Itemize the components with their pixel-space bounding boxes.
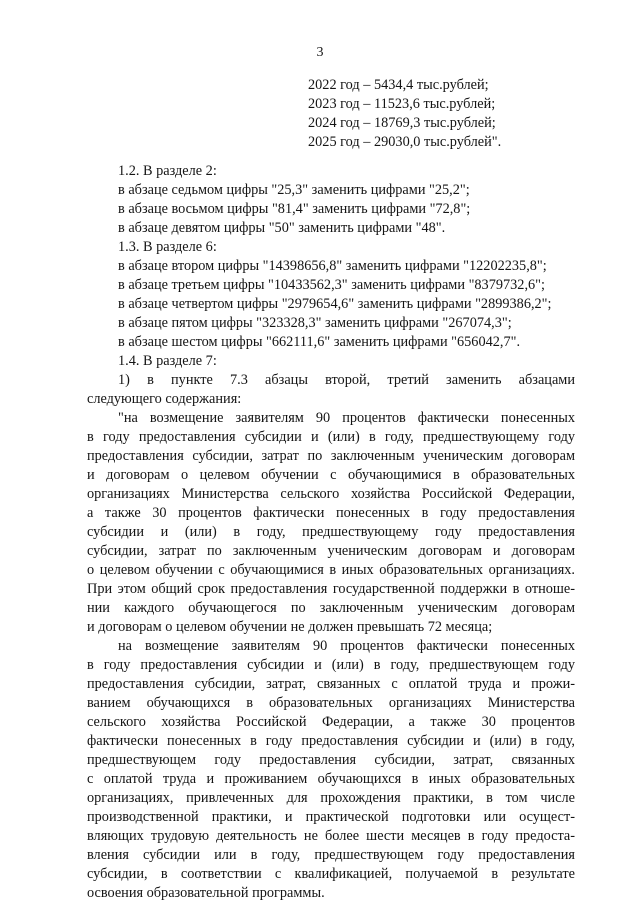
item-1 (87, 371, 575, 409)
text-line: фактически понесенных в году предоставления субсидии и (или) в году, (87, 733, 575, 749)
text-line: вляющих трудовую деятельность не более шести месяцев в году предоста- (87, 828, 575, 844)
amendment-line: в абзаце четвертом цифры "2979654,6" заменить цифрами "2899386,2"; (118, 296, 552, 312)
amendment-line: в абзаце седьмом цифры "25,3" заменить цифрами "25,2"; (118, 182, 470, 198)
quoted-paragraph-a (87, 409, 575, 637)
section-heading: 1.2. В разделе 2: (118, 163, 217, 179)
amendment-line: в абзаце третьем цифры "10433562,3" заменить цифрами "8379732,6"; (118, 277, 545, 293)
amounts-list (308, 76, 501, 152)
text-line: организациях, привлеченных для прохождения практики, в том числе (87, 790, 575, 806)
text-line: в году предоставления субсидии и (или) в году, предшествующему году (87, 429, 575, 445)
text-line: 1) в пункте 7.3 абзацы второй, третий заменить абзацами (118, 372, 575, 388)
text-line: предоставления субсидии, затрат, связанных с оплатой труда и прожи- (87, 676, 575, 692)
text-line: в году предоставления субсидии и (или) в году, предшествующем году (87, 657, 575, 673)
section-heading: 1.3. В разделе 6: (118, 239, 217, 255)
text-line: субсидии и (или) в году, предшествующему году предоставления (87, 524, 575, 540)
text-line: нии каждого обучающегося по заключенным ученическим договорам (87, 600, 575, 616)
text-line: о целевом обучении с обучающимися в иных образовательных организациях. (87, 562, 575, 578)
amount-line: 2022 год – 5434,4 тыс.рублей; (308, 77, 489, 93)
text-line: субсидии, в соответствии с квалификацией, получаемой в результате (87, 866, 575, 882)
text-line: При этом общий срок предоставления государственной поддержки в отноше- (87, 581, 575, 597)
amount-line: 2023 год – 11523,6 тыс.рублей; (308, 96, 496, 112)
amount-line: 2024 год – 18769,3 тыс.рублей; (308, 115, 496, 131)
text-line: с оплатой труда и проживанием обучающихся в иных образовательных (87, 771, 575, 787)
amendment-line: в абзаце пятом цифры "323328,3" заменить цифрами "267074,3"; (118, 315, 512, 331)
text-line: и договорам о целевом обучении не должен превышать 72 месяца; (87, 619, 493, 635)
text-line: сельского хозяйства Российской Федерации, а также 30 процентов (87, 714, 575, 730)
text-line: ванием обучающихся в образовательных организациях Министерства (87, 695, 575, 711)
section-1-2 (118, 162, 470, 238)
text-line: организациях Министерства сельского хозяйства Российской Федерации, (87, 486, 575, 502)
text-line: вления субсидии или в году, предшествующем году предоставления (87, 847, 575, 863)
amendment-line: в абзаце втором цифры "14398656,8" заменить цифрами "12202235,8"; (118, 258, 547, 274)
text-line: субсидии, затрат по заключенным ученическим договорам и договорам (87, 543, 575, 559)
text-line: а также 30 процентов фактически понесенных в году предоставления (87, 505, 575, 521)
text-line: "на возмещение заявителям 90 процентов фактически понесенных (118, 410, 575, 426)
section-1-3 (118, 238, 552, 352)
text-line: и договорам о целевом обучении с обучающимися в образовательных (87, 467, 575, 483)
amendment-line: в абзаце девятом цифры "50" заменить цифрами "48". (118, 220, 446, 236)
page-number: 3 (316, 45, 324, 60)
amount-line: 2025 год – 29030,0 тыс.рублей". (308, 134, 502, 150)
amendment-line: в абзаце восьмом цифры "81,4" заменить цифрами "72,8"; (118, 201, 471, 217)
text-line: освоения образовательной программы. (87, 885, 325, 901)
section-1-4-heading: 1.4. В разделе 7: (118, 353, 217, 369)
quoted-paragraph-b (87, 637, 575, 903)
text-line: на возмещение заявителям 90 процентов фактически понесенных (118, 638, 575, 654)
text-line: предоставления субсидии, затрат по заключенным ученическим договорам (87, 448, 575, 464)
amendment-line: в абзаце шестом цифры "662111,6" заменить цифрами "656042,7". (118, 334, 521, 350)
text-line: следующего содержания: (87, 391, 242, 407)
text-line: производственной практики, и практической подготовки или осущест- (87, 809, 575, 825)
text-line: предшествующем году предоставления субсидии, затрат, связанных (87, 752, 575, 768)
